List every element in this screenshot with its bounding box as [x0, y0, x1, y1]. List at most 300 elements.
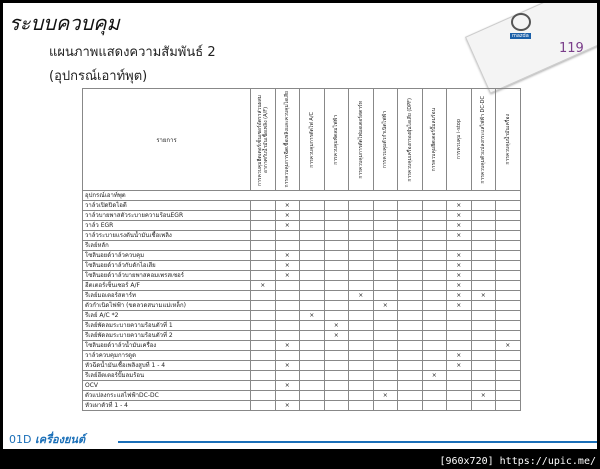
mazda-logo-icon	[511, 13, 531, 31]
row-label: วาล์ว EGR	[83, 221, 251, 231]
empty-cell	[349, 341, 374, 351]
empty-cell	[398, 321, 423, 331]
empty-cell	[300, 381, 325, 391]
relation-mark: ×	[251, 281, 276, 291]
relation-mark: ×	[300, 311, 325, 321]
empty-cell	[275, 231, 300, 241]
table-row	[83, 231, 521, 241]
relation-mark: ×	[447, 351, 472, 361]
empty-cell	[251, 291, 276, 301]
column-header	[471, 89, 496, 191]
relation-mark: ×	[447, 221, 472, 231]
empty-cell	[422, 251, 447, 261]
empty-cell	[422, 241, 447, 251]
relation-mark: ×	[275, 271, 300, 281]
empty-cell	[447, 311, 472, 321]
empty-cell	[300, 341, 325, 351]
empty-cell	[422, 331, 447, 341]
empty-cell	[373, 241, 398, 251]
empty-cell	[422, 391, 447, 401]
empty-cell	[496, 221, 521, 231]
empty-cell	[496, 371, 521, 381]
empty-cell	[349, 321, 374, 331]
empty-cell	[422, 301, 447, 311]
relation-mark: ×	[447, 231, 472, 241]
row-label: วาล์วควบคุมการดูด	[83, 351, 251, 361]
empty-cell	[349, 311, 374, 321]
column-header	[422, 89, 447, 191]
empty-cell	[251, 331, 276, 341]
row-label: วาล์วเปิดปิดไอดี	[83, 201, 251, 211]
empty-cell	[471, 381, 496, 391]
empty-cell	[373, 281, 398, 291]
empty-cell	[349, 371, 374, 381]
row-label: ฮีตเตอร์เซ็นเซอร์ A/F	[83, 281, 251, 291]
column-header	[324, 89, 349, 191]
empty-cell	[471, 241, 496, 251]
empty-cell	[349, 261, 374, 271]
table-row	[83, 401, 521, 411]
empty-cell	[422, 271, 447, 281]
empty-cell	[373, 251, 398, 261]
empty-cell	[398, 271, 423, 281]
empty-cell	[275, 351, 300, 361]
empty-cell	[251, 201, 276, 211]
empty-cell	[422, 361, 447, 371]
empty-cell	[496, 351, 521, 361]
empty-cell	[422, 231, 447, 241]
empty-cell	[471, 281, 496, 291]
empty-cell	[251, 271, 276, 281]
empty-cell	[398, 341, 423, 351]
empty-cell	[496, 211, 521, 221]
empty-cell	[398, 361, 423, 371]
relation-mark: ×	[447, 301, 472, 311]
empty-cell	[447, 371, 472, 381]
column-header	[251, 89, 276, 191]
table-row	[83, 341, 521, 351]
empty-cell	[324, 311, 349, 321]
empty-cell	[349, 401, 374, 411]
row-label: ตัวแปลงกระแสไฟฟ้าDC-DC	[83, 391, 251, 401]
empty-cell	[324, 351, 349, 361]
column-header	[349, 89, 374, 191]
row-label: โซลินอยด์วาล์วกับดักไอเสีย	[83, 261, 251, 271]
row-label: วาล์วบายพาสตัวระบายความร้อนEGR	[83, 211, 251, 221]
empty-cell	[422, 321, 447, 331]
empty-cell	[398, 211, 423, 221]
empty-cell	[422, 201, 447, 211]
row-label: โซลินอยด์วาล์วควบคุม	[83, 251, 251, 261]
empty-cell	[398, 201, 423, 211]
row-label: รีเลย์พัดลมระบายความร้อนตัวที่ 2	[83, 331, 251, 341]
table-row	[83, 201, 521, 211]
empty-cell	[398, 251, 423, 261]
table-row	[83, 331, 521, 341]
empty-cell	[324, 271, 349, 281]
empty-cell	[251, 261, 276, 271]
empty-cell	[373, 351, 398, 361]
empty-cell	[324, 401, 349, 411]
empty-cell	[275, 241, 300, 251]
empty-cell	[300, 221, 325, 231]
empty-cell	[373, 291, 398, 301]
empty-cell	[324, 371, 349, 381]
empty-cell	[471, 341, 496, 351]
empty-cell	[251, 371, 276, 381]
empty-cell	[422, 401, 447, 411]
empty-cell	[324, 231, 349, 241]
empty-cell	[496, 381, 521, 391]
relationship-table	[82, 88, 521, 411]
relation-mark: ×	[324, 321, 349, 331]
empty-cell	[251, 301, 276, 311]
empty-cell	[300, 371, 325, 381]
empty-cell	[349, 381, 374, 391]
empty-cell	[422, 261, 447, 271]
empty-cell	[251, 241, 276, 251]
empty-cell	[398, 371, 423, 381]
empty-cell	[496, 311, 521, 321]
empty-cell	[398, 241, 423, 251]
empty-cell	[447, 341, 472, 351]
empty-cell	[447, 381, 472, 391]
empty-cell	[422, 211, 447, 221]
empty-cell	[324, 221, 349, 231]
watermark: [960x720] https://upic.me/	[439, 456, 596, 467]
empty-cell	[300, 281, 325, 291]
table-row	[83, 321, 521, 331]
row-label: รีเลย์ A/C *2	[83, 311, 251, 321]
empty-cell	[251, 321, 276, 331]
empty-cell	[324, 201, 349, 211]
relation-mark: ×	[471, 291, 496, 301]
empty-cell	[275, 281, 300, 291]
empty-cell	[251, 211, 276, 221]
empty-cell	[349, 351, 374, 361]
section-label: อุปกรณ์เอาท์พุต	[83, 191, 521, 201]
empty-cell	[300, 291, 325, 301]
empty-cell	[324, 381, 349, 391]
empty-cell	[447, 331, 472, 341]
empty-cell	[373, 341, 398, 351]
empty-cell	[447, 321, 472, 331]
relation-mark: ×	[275, 401, 300, 411]
row-label: โซลินอยด์วาล์วน้ำมันเครื่อง	[83, 341, 251, 351]
empty-cell	[398, 331, 423, 341]
page-title: ระบบควบคุม	[9, 11, 120, 35]
empty-cell	[251, 311, 276, 321]
empty-cell	[471, 331, 496, 341]
table-row	[83, 221, 521, 231]
empty-cell	[373, 381, 398, 391]
relation-mark: ×	[422, 371, 447, 381]
relation-mark: ×	[447, 281, 472, 291]
empty-cell	[349, 271, 374, 281]
row-label: รีเลย์หลัก	[83, 241, 251, 251]
relation-mark: ×	[275, 361, 300, 371]
empty-cell	[324, 391, 349, 401]
footer	[9, 430, 85, 448]
empty-cell	[471, 221, 496, 231]
empty-cell	[349, 301, 374, 311]
row-label: ตัวกำเนิดไฟฟ้า (ขดลวดสนามแม่เหล็ก)	[83, 301, 251, 311]
empty-cell	[300, 321, 325, 331]
empty-cell	[496, 301, 521, 311]
empty-cell	[373, 231, 398, 241]
column-header-label: การควบคุมตัวแปลงกระแสไฟฟ้า DC-DC	[480, 95, 487, 184]
empty-cell	[447, 401, 472, 411]
table-row	[83, 361, 521, 371]
column-header	[373, 89, 398, 191]
empty-cell	[300, 331, 325, 341]
empty-cell	[275, 391, 300, 401]
empty-cell	[349, 221, 374, 231]
footer-label: เครื่องยนต์	[34, 433, 86, 446]
empty-cell	[496, 271, 521, 281]
empty-cell	[275, 291, 300, 301]
column-header-label: การควบคุมน้ำมันเครื่อง	[504, 114, 511, 165]
empty-cell	[251, 251, 276, 261]
empty-cell	[324, 341, 349, 351]
table-row	[83, 241, 521, 251]
row-label: วาล์วระบายแรงดันน้ำมันเชื้อเพลิง	[83, 231, 251, 241]
empty-cell	[324, 361, 349, 371]
empty-cell	[471, 231, 496, 241]
empty-cell	[496, 391, 521, 401]
table-row	[83, 301, 521, 311]
relation-mark: ×	[275, 221, 300, 231]
empty-cell	[398, 281, 423, 291]
empty-cell	[300, 271, 325, 281]
relation-mark: ×	[275, 201, 300, 211]
subtitle: แผนภาพแสดงความสัมพันธ์ 2	[49, 45, 216, 60]
relation-mark: ×	[275, 341, 300, 351]
empty-cell	[349, 251, 374, 261]
empty-cell	[398, 261, 423, 271]
empty-cell	[447, 391, 472, 401]
empty-cell	[373, 261, 398, 271]
empty-cell	[471, 401, 496, 411]
empty-cell	[324, 251, 349, 261]
empty-cell	[324, 241, 349, 251]
empty-cell	[422, 351, 447, 361]
empty-cell	[496, 361, 521, 371]
column-header-label: การควบคุมฮีตเตอร์ปั๊มลมร้อน	[431, 107, 438, 172]
relation-mark: ×	[275, 251, 300, 261]
column-header	[398, 89, 423, 191]
relation-mark: ×	[373, 391, 398, 401]
empty-cell	[496, 331, 521, 341]
empty-cell	[275, 321, 300, 331]
empty-cell	[496, 241, 521, 251]
empty-cell	[251, 381, 276, 391]
empty-cell	[373, 201, 398, 211]
empty-cell	[349, 281, 374, 291]
empty-cell	[471, 201, 496, 211]
empty-cell	[300, 211, 325, 221]
column-header	[447, 89, 472, 191]
empty-cell	[471, 321, 496, 331]
empty-cell	[398, 301, 423, 311]
slide	[3, 3, 597, 449]
empty-cell	[496, 231, 521, 241]
table-row	[83, 211, 521, 221]
empty-cell	[373, 331, 398, 341]
table-row	[83, 371, 521, 381]
header-row	[83, 89, 521, 191]
empty-cell	[471, 301, 496, 311]
item-header: รายการ	[83, 89, 251, 191]
relation-mark: ×	[447, 361, 472, 371]
empty-cell	[324, 281, 349, 291]
empty-cell	[349, 391, 374, 401]
column-header	[496, 89, 521, 191]
relation-mark: ×	[471, 391, 496, 401]
empty-cell	[422, 221, 447, 231]
relation-mark: ×	[447, 261, 472, 271]
empty-cell	[373, 361, 398, 371]
relation-mark: ×	[373, 301, 398, 311]
row-label: หัวฉีดน้ำมันเชื้อเพลิงสูบที่ 1 - 4	[83, 361, 251, 371]
empty-cell	[373, 221, 398, 231]
empty-cell	[300, 351, 325, 361]
column-header	[300, 89, 325, 191]
table-row	[83, 261, 521, 271]
relation-mark: ×	[275, 381, 300, 391]
empty-cell	[373, 401, 398, 411]
empty-cell	[398, 221, 423, 231]
column-header	[275, 89, 300, 191]
empty-cell	[349, 211, 374, 221]
empty-cell	[471, 351, 496, 361]
empty-cell	[300, 201, 325, 211]
empty-cell	[349, 231, 374, 241]
empty-cell	[349, 361, 374, 371]
empty-cell	[373, 321, 398, 331]
row-label: รีเลย์พัดลมระบายความร้อนตัวที่ 1	[83, 321, 251, 331]
empty-cell	[275, 301, 300, 311]
relation-mark: ×	[275, 261, 300, 271]
page-number: 119	[559, 41, 584, 56]
column-header-label: การควบคุมฮีตเตอร์เซ็นเซอร์อัตราส่วนผสมอากาศกับน้ำมันเชื้อเพลิง (A/F)	[256, 93, 269, 186]
empty-cell	[300, 361, 325, 371]
relation-mark: ×	[496, 341, 521, 351]
relation-mark: ×	[447, 271, 472, 281]
empty-cell	[422, 291, 447, 301]
empty-cell	[398, 381, 423, 391]
empty-cell	[251, 401, 276, 411]
empty-cell	[471, 271, 496, 281]
empty-cell	[496, 201, 521, 211]
empty-cell	[496, 261, 521, 271]
row-label: รีเลย์มอเตอร์สตาร์ท	[83, 291, 251, 301]
empty-cell	[300, 231, 325, 241]
relation-mark: ×	[447, 211, 472, 221]
empty-cell	[251, 341, 276, 351]
empty-cell	[373, 311, 398, 321]
empty-cell	[275, 331, 300, 341]
subtitle-2: (อุปกรณ์เอาท์พุต)	[49, 69, 148, 84]
empty-cell	[471, 311, 496, 321]
empty-cell	[251, 221, 276, 231]
empty-cell	[324, 301, 349, 311]
column-header-label: การควบคุมการฉีดเชื้อเพลิงและควบคุมไอเสีย	[284, 91, 291, 188]
empty-cell	[251, 351, 276, 361]
empty-cell	[398, 291, 423, 301]
column-header-label: การควบคุมพัดลมไฟฟ้า	[333, 114, 340, 165]
empty-cell	[496, 291, 521, 301]
empty-cell	[300, 391, 325, 401]
empty-cell	[324, 211, 349, 221]
empty-cell	[349, 241, 374, 251]
empty-cell	[373, 271, 398, 281]
empty-cell	[349, 201, 374, 211]
column-header-label: การควบคุม i-stop	[455, 119, 462, 160]
empty-cell	[373, 211, 398, 221]
footer-code: 01D	[9, 433, 32, 446]
empty-cell	[422, 311, 447, 321]
empty-cell	[300, 301, 325, 311]
row-label: โซลินอยด์วาล์วบายพาสคอมเพรสเซอร์	[83, 271, 251, 281]
table-row	[83, 351, 521, 361]
row-label: OCV	[83, 381, 251, 391]
empty-cell	[422, 281, 447, 291]
table-row	[83, 291, 521, 301]
table-row	[83, 381, 521, 391]
relation-mark: ×	[447, 291, 472, 301]
table-row	[83, 311, 521, 321]
column-header-label: การควบคุมการตัดไฟมอเตอร์สตาร์ท	[357, 100, 364, 179]
empty-cell	[422, 341, 447, 351]
relation-mark: ×	[275, 211, 300, 221]
table-row	[83, 281, 521, 291]
empty-cell	[324, 291, 349, 301]
empty-cell	[471, 371, 496, 381]
footer-divider	[118, 441, 597, 443]
column-header-label: การควบคุมตัวกำเนิดไฟฟ้า	[382, 110, 389, 169]
relation-mark: ×	[447, 251, 472, 261]
empty-cell	[471, 251, 496, 261]
empty-cell	[447, 241, 472, 251]
column-header-label: การควบคุมการตัดไฟ A/C	[308, 111, 315, 168]
empty-cell	[300, 261, 325, 271]
empty-cell	[324, 261, 349, 271]
empty-cell	[471, 211, 496, 221]
empty-cell	[496, 281, 521, 291]
empty-cell	[496, 321, 521, 331]
table-row	[83, 271, 521, 281]
empty-cell	[251, 391, 276, 401]
relation-mark: ×	[349, 291, 374, 301]
empty-cell	[471, 361, 496, 371]
row-label: หัวเผาตัวที่ 1 - 4	[83, 401, 251, 411]
empty-cell	[251, 361, 276, 371]
column-header-label: การควบคุมเครื่องกรองฝุ่นไอเสีย (DPF)	[406, 97, 413, 182]
empty-cell	[496, 401, 521, 411]
empty-cell	[300, 241, 325, 251]
empty-cell	[300, 251, 325, 261]
empty-cell	[251, 231, 276, 241]
empty-cell	[398, 311, 423, 321]
table-row	[83, 391, 521, 401]
empty-cell	[471, 261, 496, 271]
empty-cell	[275, 371, 300, 381]
empty-cell	[398, 351, 423, 361]
relation-mark: ×	[447, 201, 472, 211]
empty-cell	[398, 401, 423, 411]
empty-cell	[373, 371, 398, 381]
